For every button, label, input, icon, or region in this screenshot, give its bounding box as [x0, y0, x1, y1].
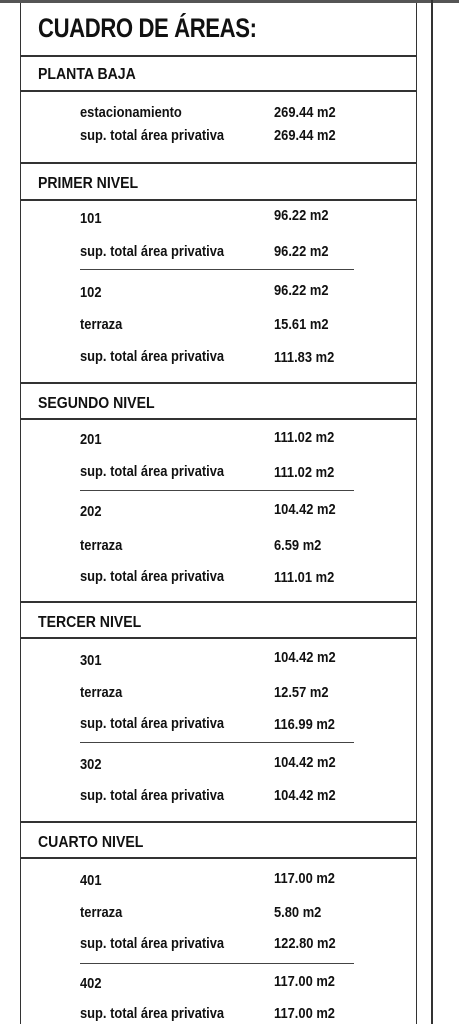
row-value: 12.57 m2 — [274, 684, 329, 701]
row-value: 104.42 m2 — [274, 501, 336, 518]
row-value: 104.42 m2 — [274, 649, 336, 666]
table-rule — [20, 382, 417, 384]
row-label: sup. total área privativa — [80, 787, 225, 804]
section-cuarto-nivel: CUARTO NIVEL — [38, 834, 144, 851]
table-rule — [20, 90, 417, 92]
row-label: sup. total área privativa — [80, 348, 225, 365]
row-value: 6.59 m2 — [274, 537, 322, 554]
table-rule — [20, 199, 417, 201]
table-rule — [20, 601, 417, 603]
unit-separator — [80, 963, 354, 964]
row-value: 117.00 m2 — [274, 870, 335, 887]
row-value: 116.99 m2 — [274, 716, 335, 733]
row-label: terraza — [80, 537, 123, 554]
row-value: 269.44 m2 — [274, 104, 336, 121]
section-planta-baja: PLANTA BAJA — [38, 66, 136, 83]
row-value: 122.80 m2 — [274, 935, 336, 952]
row-label: sup. total área privativa — [80, 715, 225, 732]
row-label: 302 — [80, 756, 102, 773]
row-label: sup. total área privativa — [80, 463, 225, 480]
row-value: 111.02 m2 — [274, 464, 335, 481]
table-rule — [20, 162, 417, 164]
row-value: 96.22 m2 — [274, 243, 329, 260]
row-label: 101 — [80, 210, 102, 227]
unit-separator — [80, 269, 354, 270]
row-value: 111.02 m2 — [274, 429, 335, 446]
row-label: terraza — [80, 684, 123, 701]
row-value: 117.00 m2 — [274, 1005, 335, 1022]
row-label: 201 — [80, 431, 102, 448]
section-tercer-nivel: TERCER NIVEL — [38, 614, 142, 631]
row-label: sup. total área privativa — [80, 568, 225, 585]
row-value: 111.83 m2 — [274, 349, 335, 366]
unit-separator — [80, 742, 354, 743]
table-rule — [20, 821, 417, 823]
row-label: terraza — [80, 904, 123, 921]
row-value: 15.61 m2 — [274, 316, 329, 333]
table-rule — [20, 55, 417, 57]
row-value: 96.22 m2 — [274, 282, 329, 299]
row-value: 96.22 m2 — [274, 207, 329, 224]
row-value: 104.42 m2 — [274, 754, 336, 771]
row-label: 202 — [80, 503, 102, 520]
unit-separator — [80, 490, 354, 491]
row-label: estacionamiento — [80, 104, 182, 121]
row-label: 402 — [80, 975, 102, 992]
row-label: 401 — [80, 872, 102, 889]
page-title: CUADRO DE ÁREAS: — [38, 13, 257, 43]
row-label: sup. total área privativa — [80, 935, 225, 952]
row-label: 301 — [80, 652, 102, 669]
table-rule — [20, 857, 417, 859]
row-label: sup. total área privativa — [80, 127, 225, 144]
section-segundo-nivel: SEGUNDO NIVEL — [38, 395, 155, 412]
row-value: 117.00 m2 — [274, 973, 335, 990]
table-rule — [20, 637, 417, 639]
row-label: sup. total área privativa — [80, 243, 225, 260]
row-label: 102 — [80, 284, 102, 301]
row-value: 5.80 m2 — [274, 904, 322, 921]
row-value: 111.01 m2 — [274, 569, 335, 586]
row-label: sup. total área privativa — [80, 1005, 225, 1022]
section-primer-nivel: PRIMER NIVEL — [38, 175, 139, 192]
right-margin-line — [431, 0, 433, 1024]
table-rule — [20, 418, 417, 420]
row-label: terraza — [80, 316, 123, 333]
row-value: 269.44 m2 — [274, 127, 336, 144]
row-value: 104.42 m2 — [274, 787, 336, 804]
